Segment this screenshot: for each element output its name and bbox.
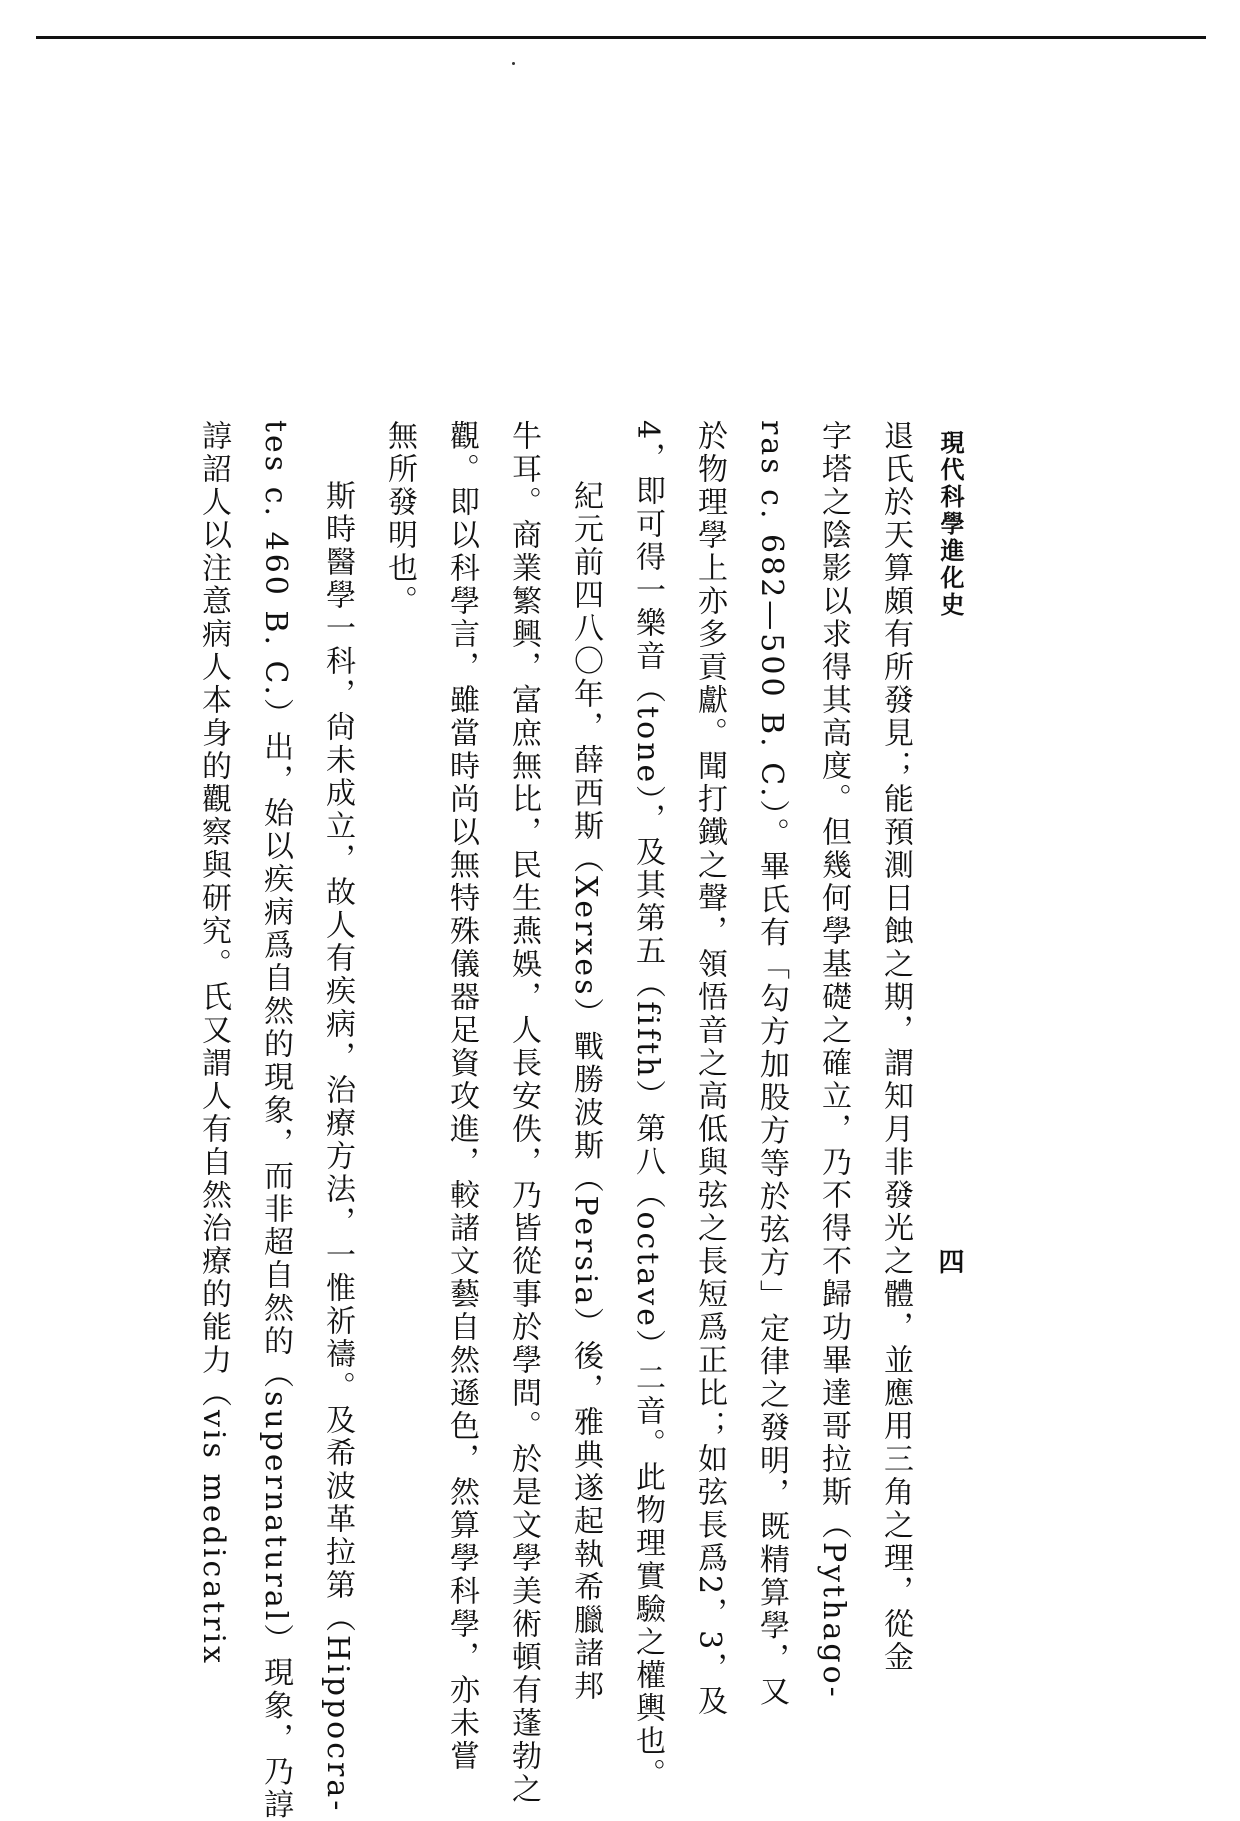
book-page: [196, 420, 1000, 1821]
page-number: 四: [934, 1248, 964, 1274]
text-line-3: ras c. 682—500 B. C.）。畢氏有「勾方加股方等於弦方」定律之發明，既精算學，又: [754, 420, 789, 1709]
text-line-6: 紀元前四八〇年，薛西斯（Xerxes）戰勝波斯（Persia）後，雅典遂起執希臘諸邦: [568, 480, 603, 1704]
scan-speck: [512, 62, 515, 65]
text-line-5: 4，即可得一樂音（tone），及其第五（fifth）第八（octave）二音。此物理實驗之權輿也。: [630, 420, 665, 1791]
running-title: 現代科學進化史: [936, 430, 965, 619]
text-line-9: 無所發明也。: [382, 420, 417, 618]
text-line-2: 字塔之陰影以求得其高度。但幾何學基礎之確立，乃不得不歸功畢達哥拉斯（Pythago-: [816, 420, 851, 1700]
text-line-8: 觀。即以科學言，雖當時尚以無特殊儀器足資攻進，較諸文藝自然遜色，然算學科學，亦未嘗: [444, 420, 479, 1773]
text-line-12: 諄詔人以注意病人本身的觀察與研究。氏又謂人有自然治療的能力（vis medicatrix: [196, 420, 231, 1667]
text-line-11: tes c. 460 B. C.）出，始以疾病爲自然的現象，而非超自然的（supernatural）現象，乃諄: [258, 420, 293, 1821]
text-body: [196, 420, 913, 1821]
text-line-10: 斯時醫學一科，尙未成立，故人有疾病，治療方法，一惟祈禱。及希波革拉第（Hippocra-: [320, 480, 355, 1814]
text-line-4: 於物理學上亦多貢獻。聞打鐵之聲，領悟音之高低與弦之長短爲正比；如弦長爲2，3，及: [692, 420, 727, 1719]
text-line-1: 退氏於天算頗有所發見；能預測日蝕之期，謂知月非發光之體，並應用三角之理，從金: [878, 420, 913, 1674]
top-rule: [36, 36, 1206, 39]
text-line-7: 牛耳。商業繁興，富庶無比，民生燕娛，人長安佚，乃皆從事於學問。於是文學美術頓有蓬勃之: [506, 420, 541, 1806]
